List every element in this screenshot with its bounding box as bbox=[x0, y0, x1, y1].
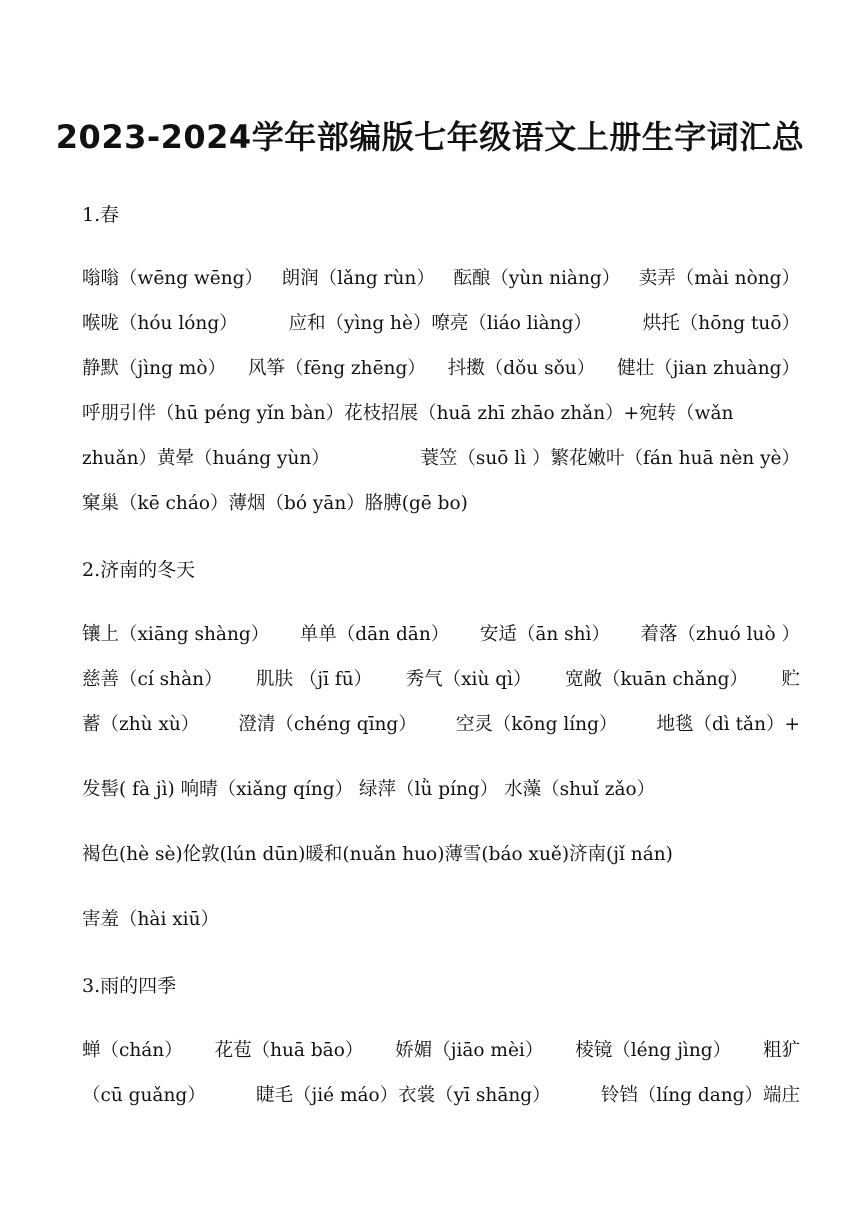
vocab-entry: 发髻( fà jì) 响晴（xiǎng qíng） 绿萍（lǜ píng） 水藻（shuǐ zǎo） bbox=[82, 779, 656, 800]
vocab-line bbox=[82, 1036, 800, 1062]
vocab-line bbox=[82, 775, 800, 801]
vocab-entry: 害羞（hài xiū） bbox=[82, 909, 220, 930]
vocab-entry: （cū guǎng） bbox=[82, 1085, 206, 1106]
vocab-entry: 花苞（huā bāo） bbox=[214, 1040, 364, 1061]
vocab-entry: 镶上（xiāng shàng） bbox=[82, 624, 270, 645]
vocab-entry: 宽敞（kuān chǎng） bbox=[564, 669, 748, 690]
vocab-line bbox=[82, 309, 800, 335]
vocab-entry: 风筝（fēng zhēng） bbox=[247, 358, 426, 379]
vocab-entry: 静默（jìng mò） bbox=[82, 358, 226, 379]
page-title: 2023-2024学年部编版七年级语文上册生字词汇总 bbox=[55, 118, 805, 156]
vocab-entry: 澄清（chéng qīng） bbox=[238, 714, 417, 735]
vocab-line bbox=[82, 665, 800, 691]
vocab-entry: 嗡嗡（wēng wēng） bbox=[82, 268, 263, 289]
vocab-entry: zhuǎn）黄晕（huáng yùn） bbox=[82, 448, 330, 469]
vocab-entry: 娇媚（jiāo mèi） bbox=[395, 1040, 544, 1061]
vocab-entry: 着落（zhuó luò ） bbox=[640, 624, 800, 645]
vocab-line bbox=[82, 905, 800, 931]
vocab-line bbox=[82, 1081, 800, 1107]
vocab-entry: 应和（yìng hè）嘹亮（liáo liàng） bbox=[288, 313, 592, 334]
vocab-line bbox=[82, 399, 800, 425]
vocab-line bbox=[82, 710, 800, 736]
vocab-line bbox=[82, 489, 800, 515]
vocab-entry: 烘托（hōng tuō） bbox=[642, 313, 800, 334]
vocab-entry: 慈善（cí shàn） bbox=[82, 669, 223, 690]
section-heading: 2.济南的冬天 bbox=[82, 559, 196, 581]
vocab-entry: 朗润（lǎng rùn） bbox=[281, 268, 435, 289]
vocab-line bbox=[82, 444, 800, 470]
vocab-entry: 铃铛（líng dang）端庄 bbox=[600, 1085, 800, 1106]
vocab-entry: 安适（ān shì） bbox=[479, 624, 610, 645]
vocab-entry: 肌肤 （jī fū） bbox=[255, 669, 373, 690]
vocab-entry: 睫毛（jié máo）衣裳（yī shāng） bbox=[255, 1085, 551, 1106]
vocab-line bbox=[82, 354, 800, 380]
vocab-entry: 棱镜（léng jìng） bbox=[575, 1040, 732, 1061]
vocab-entry: 呼朋引伴（hū péng yǐn bàn）花枝招展（huā zhī zhāo zhǎn）+宛转（wǎn bbox=[82, 403, 734, 424]
vocab-entry: 蓑笠（suō lì ）繁花嫩叶（fán huā nèn yè） bbox=[420, 448, 800, 469]
vocab-line bbox=[82, 264, 800, 290]
vocab-entry: 蓄（zhù xù） bbox=[82, 714, 200, 735]
vocab-entry: 抖擞（dǒu sǒu） bbox=[447, 358, 596, 379]
section-heading: 1.春 bbox=[82, 204, 120, 226]
vocab-entry: 地毯（dì tǎn）+ bbox=[656, 714, 800, 735]
vocab-entry: 单单（dān dān） bbox=[299, 624, 450, 645]
vocab-entry: 贮 bbox=[781, 669, 800, 690]
vocab-line bbox=[82, 840, 800, 866]
vocab-line bbox=[82, 620, 800, 646]
vocab-entry: 酝酿（yùn niàng） bbox=[453, 268, 621, 289]
vocab-entry: 褐色(hè sè)伦敦(lún dūn)暖和(nuǎn huo)薄雪(báo xuě)济南(jǐ nán) bbox=[82, 844, 673, 865]
vocab-entry: 蝉（chán） bbox=[82, 1040, 183, 1061]
vocab-entry: 秀气（xiù qì） bbox=[405, 669, 532, 690]
vocab-entry: 健壮（jian zhuàng） bbox=[617, 358, 800, 379]
vocab-entry: 粗犷 bbox=[762, 1040, 800, 1061]
vocab-entry: 喉咙（hóu lóng） bbox=[82, 313, 238, 334]
vocab-entry: 窠巢（kē cháo）薄烟（bó yān）胳膊(gē bo) bbox=[82, 493, 468, 514]
vocab-entry: 空灵（kōng líng） bbox=[455, 714, 618, 735]
section-heading: 3.雨的四季 bbox=[82, 975, 177, 997]
vocab-entry: 卖弄（mài nòng） bbox=[638, 268, 800, 289]
